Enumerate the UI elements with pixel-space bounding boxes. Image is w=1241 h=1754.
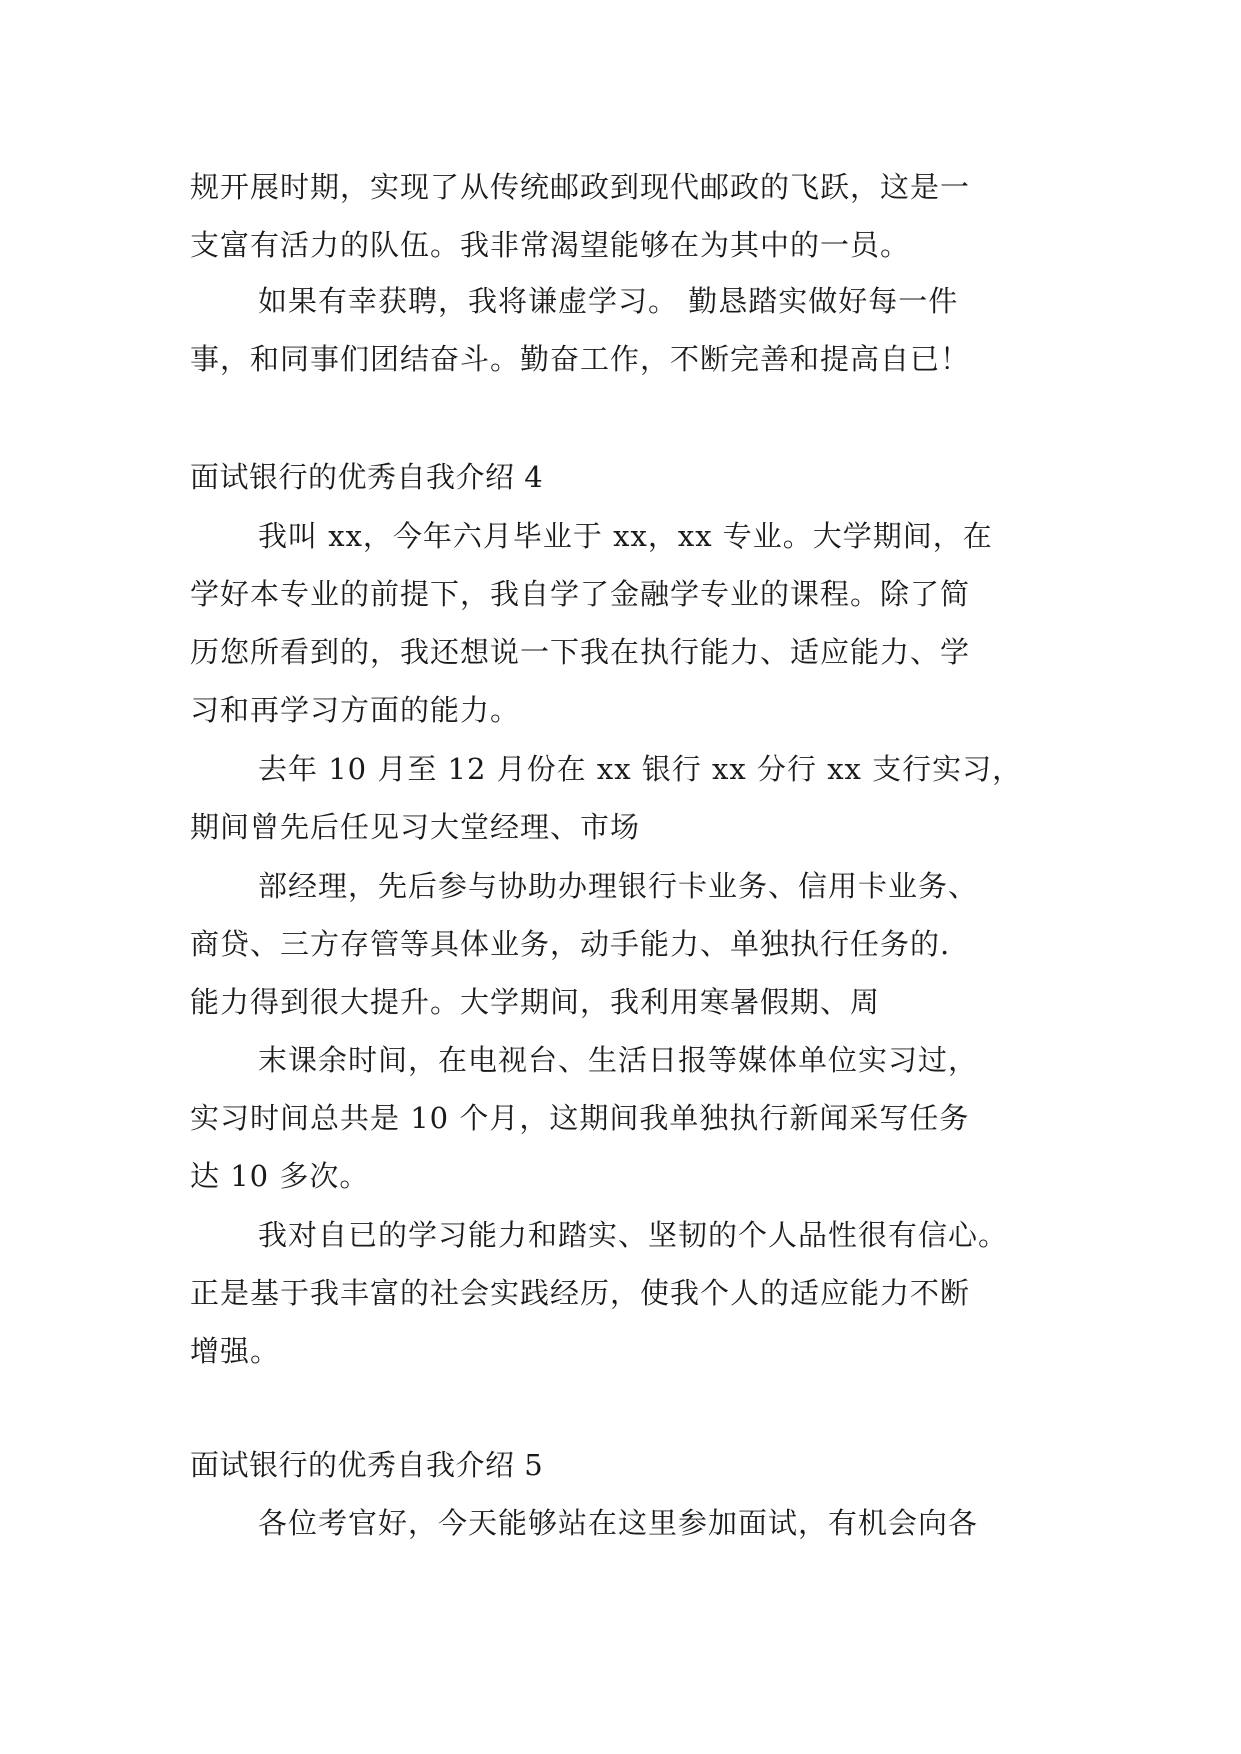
section-4-paragraph-2 bbox=[190, 740, 1070, 856]
section-4-paragraph-4 bbox=[190, 1031, 1070, 1205]
text-line: 正是基于我丰富的社会实践经历，使我个人的适应能力不断 bbox=[190, 1276, 971, 1310]
section-4-paragraph-1 bbox=[190, 507, 1070, 739]
text-line: 习和再学习方面的能力。 bbox=[190, 693, 521, 727]
text-line: 去年 10 月至 12 月份在 xx 银行 xx 分行 xx 支行实习， bbox=[258, 752, 1023, 786]
text-line: 如果有幸获聘，我将谦虚学习。 勤恳踏实做好每一件 bbox=[258, 284, 959, 318]
text-line: 支富有活力的队伍。我非常渴望能够在为其中的一员。 bbox=[190, 228, 911, 262]
text-line: 事，和同事们团结奋斗。勤奋工作，不断完善和提高自已！ bbox=[190, 342, 971, 376]
text-line: 末课余时间，在电视台、生活日报等媒体单位实习过， bbox=[258, 1043, 979, 1077]
text-line: 商贷、三方存管等具体业务，动手能力、单独执行任务的. bbox=[190, 927, 951, 961]
text-line: 实习时间总共是 10 个月，这期间我单独执行新闻采写任务 bbox=[190, 1101, 970, 1135]
text-line: 各位考官好，今天能够站在这里参加面试，有机会向各 bbox=[258, 1506, 979, 1540]
paragraph-intro-2 bbox=[190, 272, 1070, 388]
text-line: 期间曾先后任见习大堂经理、市场 bbox=[190, 810, 641, 844]
text-line: 历您所看到的，我还想说一下我在执行能力、适应能力、学 bbox=[190, 635, 971, 669]
section-4-paragraph-5 bbox=[190, 1206, 1070, 1380]
paragraph-intro-1 bbox=[190, 158, 1070, 274]
section-5-heading bbox=[190, 1436, 1070, 1494]
section-5-paragraph-1 bbox=[190, 1494, 1070, 1552]
text-line: 达 10 多次。 bbox=[190, 1159, 370, 1193]
text-line: 能力得到很大提升。大学期间，我利用寒暑假期、周 bbox=[190, 985, 881, 1019]
section-heading: 面试银行的优秀自我介绍 5 bbox=[190, 1448, 544, 1482]
text-line: 我叫 xx，今年六月毕业于 xx，xx 专业。大学期间，在 bbox=[258, 519, 993, 553]
section-heading: 面试银行的优秀自我介绍 4 bbox=[190, 460, 544, 494]
text-line: 部经理，先后参与协助办理银行卡业务、信用卡业务、 bbox=[258, 869, 979, 903]
section-4-heading bbox=[190, 448, 1070, 506]
text-line: 规开展时期，实现了从传统邮政到现代邮政的飞跃，这是一 bbox=[190, 170, 971, 204]
text-line: 我对自已的学习能力和踏实、坚韧的个人品性很有信心。 bbox=[258, 1218, 1009, 1252]
text-line: 学好本专业的前提下，我自学了金融学专业的课程。除了简 bbox=[190, 577, 971, 611]
section-4-paragraph-3 bbox=[190, 857, 1070, 1031]
text-line: 增强。 bbox=[190, 1334, 281, 1368]
